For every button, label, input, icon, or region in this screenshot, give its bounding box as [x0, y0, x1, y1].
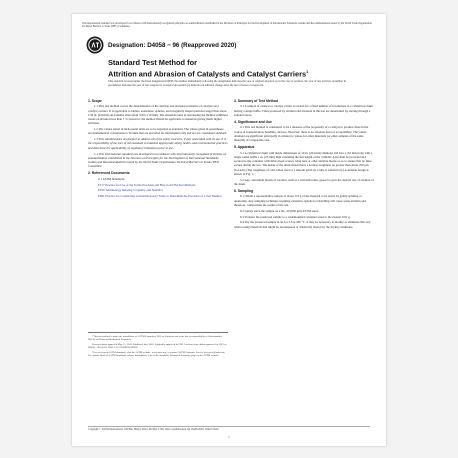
scope-1-3: 1.3 This standard does not purport to address all of the safety concerns, if any, associated with its use. It is the responsibility of the user of this standard to establish appropriate safety, health, and environmental practices and determine the applicability of regulatory limitations prior to use.: [88, 137, 228, 150]
reference-title-link[interactable]: Practice for Conducting an Interlaboratory Study to Determine the Precision of a Test Method: [105, 194, 222, 199]
reference-item[interactable]: [88, 194, 228, 198]
standard-note: This standard is issued under the fixed designation D4058; the number immediately following the designation indicates the year of original adoption or, in the case of revision, the year of last revision. A number in parentheses indicates the year of last reapproval. A superscript epsilon (ε) indicates an editorial change since the last revision or reapproval.: [108, 80, 346, 87]
footnotes: [88, 332, 228, 359]
summary-heading: 3. Summary of Test Method: [234, 98, 279, 103]
astm-logo-icon: [86, 36, 104, 54]
footnote-1-continued: Current edition approved May 15, 2020. Published June 2020. Originally approved in 1981. Last previous edition approved in 2015 as D4058 – 96 (2015). DOI: 10.1520/D4058-96R20.: [88, 343, 227, 350]
referenced-documents-heading: 2. Referenced Documents: [88, 171, 130, 176]
reference-item[interactable]: [88, 183, 228, 187]
reference-title-link[interactable]: Practice for Use of the Terms Precision and Bias in ASTM Test Methods: [105, 182, 196, 187]
sampling-6-4: 6.4 Dry the presieved sample in air for 3 h at 400 °C. It may be necessary to modify or eliminate this step when testing materials that might be decomposed or drastically altered by the drying conditions.: [234, 220, 371, 229]
sampling-6-1: 6.1 Obtain a representative sample of about 110 g of the material to be tested by gently splitting or quartering. Any sampling technique requiring extensive agitation or handling will cause some attrition and, therefore, compromise the results of the test.: [234, 194, 367, 207]
right-column: [234, 96, 374, 230]
sampling-6-2: 6.2 Gently sieve the sample on a No. 20 (850 μm) ASTM sieve.: [240, 208, 319, 213]
title-line-2: [108, 67, 348, 78]
reference-code-link[interactable]: E177: [98, 182, 105, 187]
title-footnote-marker: 1: [306, 69, 309, 74]
scope-1-4: 1.4 This international standard was developed in accordance with internationally recognized principles on standardization established in the Decision on Principles for the Development of International Standards, Guides and Recommendations issued by the World Trade Organization Technical Barriers to Trade (TBT) Committee.: [88, 151, 227, 169]
scope-1-1: 1.1 This test method covers the determination of the attrition and abrasion resistance of catalysts and catalyst carriers. It is applicable to tablets, extrudates, spheres, and irregularly shaped particles larger than about 1⁄32 in. (0.8 mm) and smaller than about 3⁄4 in. (19 mm). The materials used in developing the method exhibited losses on abrasion less than 7 %; however, the method should be applicable to materials giving much higher attritions.: [88, 104, 228, 126]
footnote-2: ² For referenced ASTM standards, visit the ASTM website, www.astm.org, or contact ASTM Customer Service at service@astm.org. For Annual Book of ASTM Standards volume information, refer to the standard's Document Summary page on the ASTM website.: [88, 351, 225, 358]
scope-heading: 1. Scope: [88, 98, 102, 103]
left-column: [88, 96, 228, 200]
sampling-heading: 6. Sampling: [234, 188, 254, 193]
summary-3-1: 3.1 A sample of catalyst or catalyst carrier is rotated for a fixed number of revolutions in a cylindrical drum having a single baffle. Fines produced by attrition and abrasion in the test are determined by sieving through a standard sieve.: [234, 104, 373, 117]
astm-standards-text: 2.1 ASTM Standards:: [98, 176, 125, 181]
wto-notice: This international standard was developed in accordance with internationally recognized principles on standardization established in the Decision on Principles for the Development of International Standards, Guides and Recommendations issued by the World Trade Organization Technical Barriers to Trade (TBT) Committee.: [82, 22, 372, 29]
sampling-6-3: 6.3 Transfer the presieved sample to a widemouthed container tared to the nearest 0.01 g.: [240, 214, 351, 219]
reference-item[interactable]: [88, 188, 228, 192]
apparatus-5-1: 5.1 A cylindrical drum with inside dimensions of 10 in. (254 mm) diameter and 6 in. (152 mm) long with a single radial baffle 1 in. (25 mm) high extending the full length of the cylinder. A lid shall be provided and secured to the container with fillers head screws, wing nuts or other suitable means so as to ensure that no fines escape during the test. The inside of the drum should have a surface roughness no greater than about 250 μin. (6.4 μm). (The roughness of cold-rolled steel or a smooth grind on a tube is satisfactory.) A suitable design is shown in Fig. 1.: [234, 150, 373, 176]
astm-standards-label: [88, 177, 228, 181]
title-line-1: Standard Test Method for: [108, 58, 197, 67]
reference-code-link[interactable]: E456: [98, 188, 105, 193]
copyright-line: Copyright © ASTM International, 100 Barr Harbor Drive, PO Box C700, West Conshohocken, PA 19428-2959. United States: [88, 426, 370, 431]
reference-title-link[interactable]: Terminology Relating to Quality and Statistics: [105, 188, 163, 193]
significance-heading: 4. Significance and Use: [234, 119, 272, 124]
apparatus-5-2: 5.2 Any convenient means of rotation, such as a ball mill roller, geared to give the desired rate of rotation of the drum.: [234, 177, 374, 186]
scope-1-2: 1.2 The values stated in inch-pound units are to be regarded as standard. The values given in parentheses are mathematical conversions to SI units that are provided for information only and are not considered standard.: [88, 127, 227, 136]
page-number: 1: [228, 435, 230, 439]
significance-4-1: 4.1 This test method is considered to be a measure of the propensity of a catalyst to produce fines in the course of transportation, handling, and use. However, there is no absolute level of acceptability. The values obtained are significant principally in relation to values for other materials (or other samples of the same material) of comparable size.: [234, 125, 369, 142]
footnote-1: ¹ This test method is under the jurisdiction of ASTM Committee D32 on Catalysts and is the direct responsibility of Subcommittee D32.02 on Physical-Mechanical Properties.: [88, 335, 223, 342]
apparatus-heading: 5. Apparatus: [234, 144, 255, 149]
designation: Designation: D4058 − 96 (Reapproved 2020): [108, 42, 237, 49]
title-text: Attrition and Abrasion of Catalysts and Catalyst Carriers: [108, 69, 307, 79]
reference-code-link[interactable]: E691: [98, 194, 105, 199]
document-page: [72, 14, 386, 446]
title-block: [108, 58, 348, 78]
